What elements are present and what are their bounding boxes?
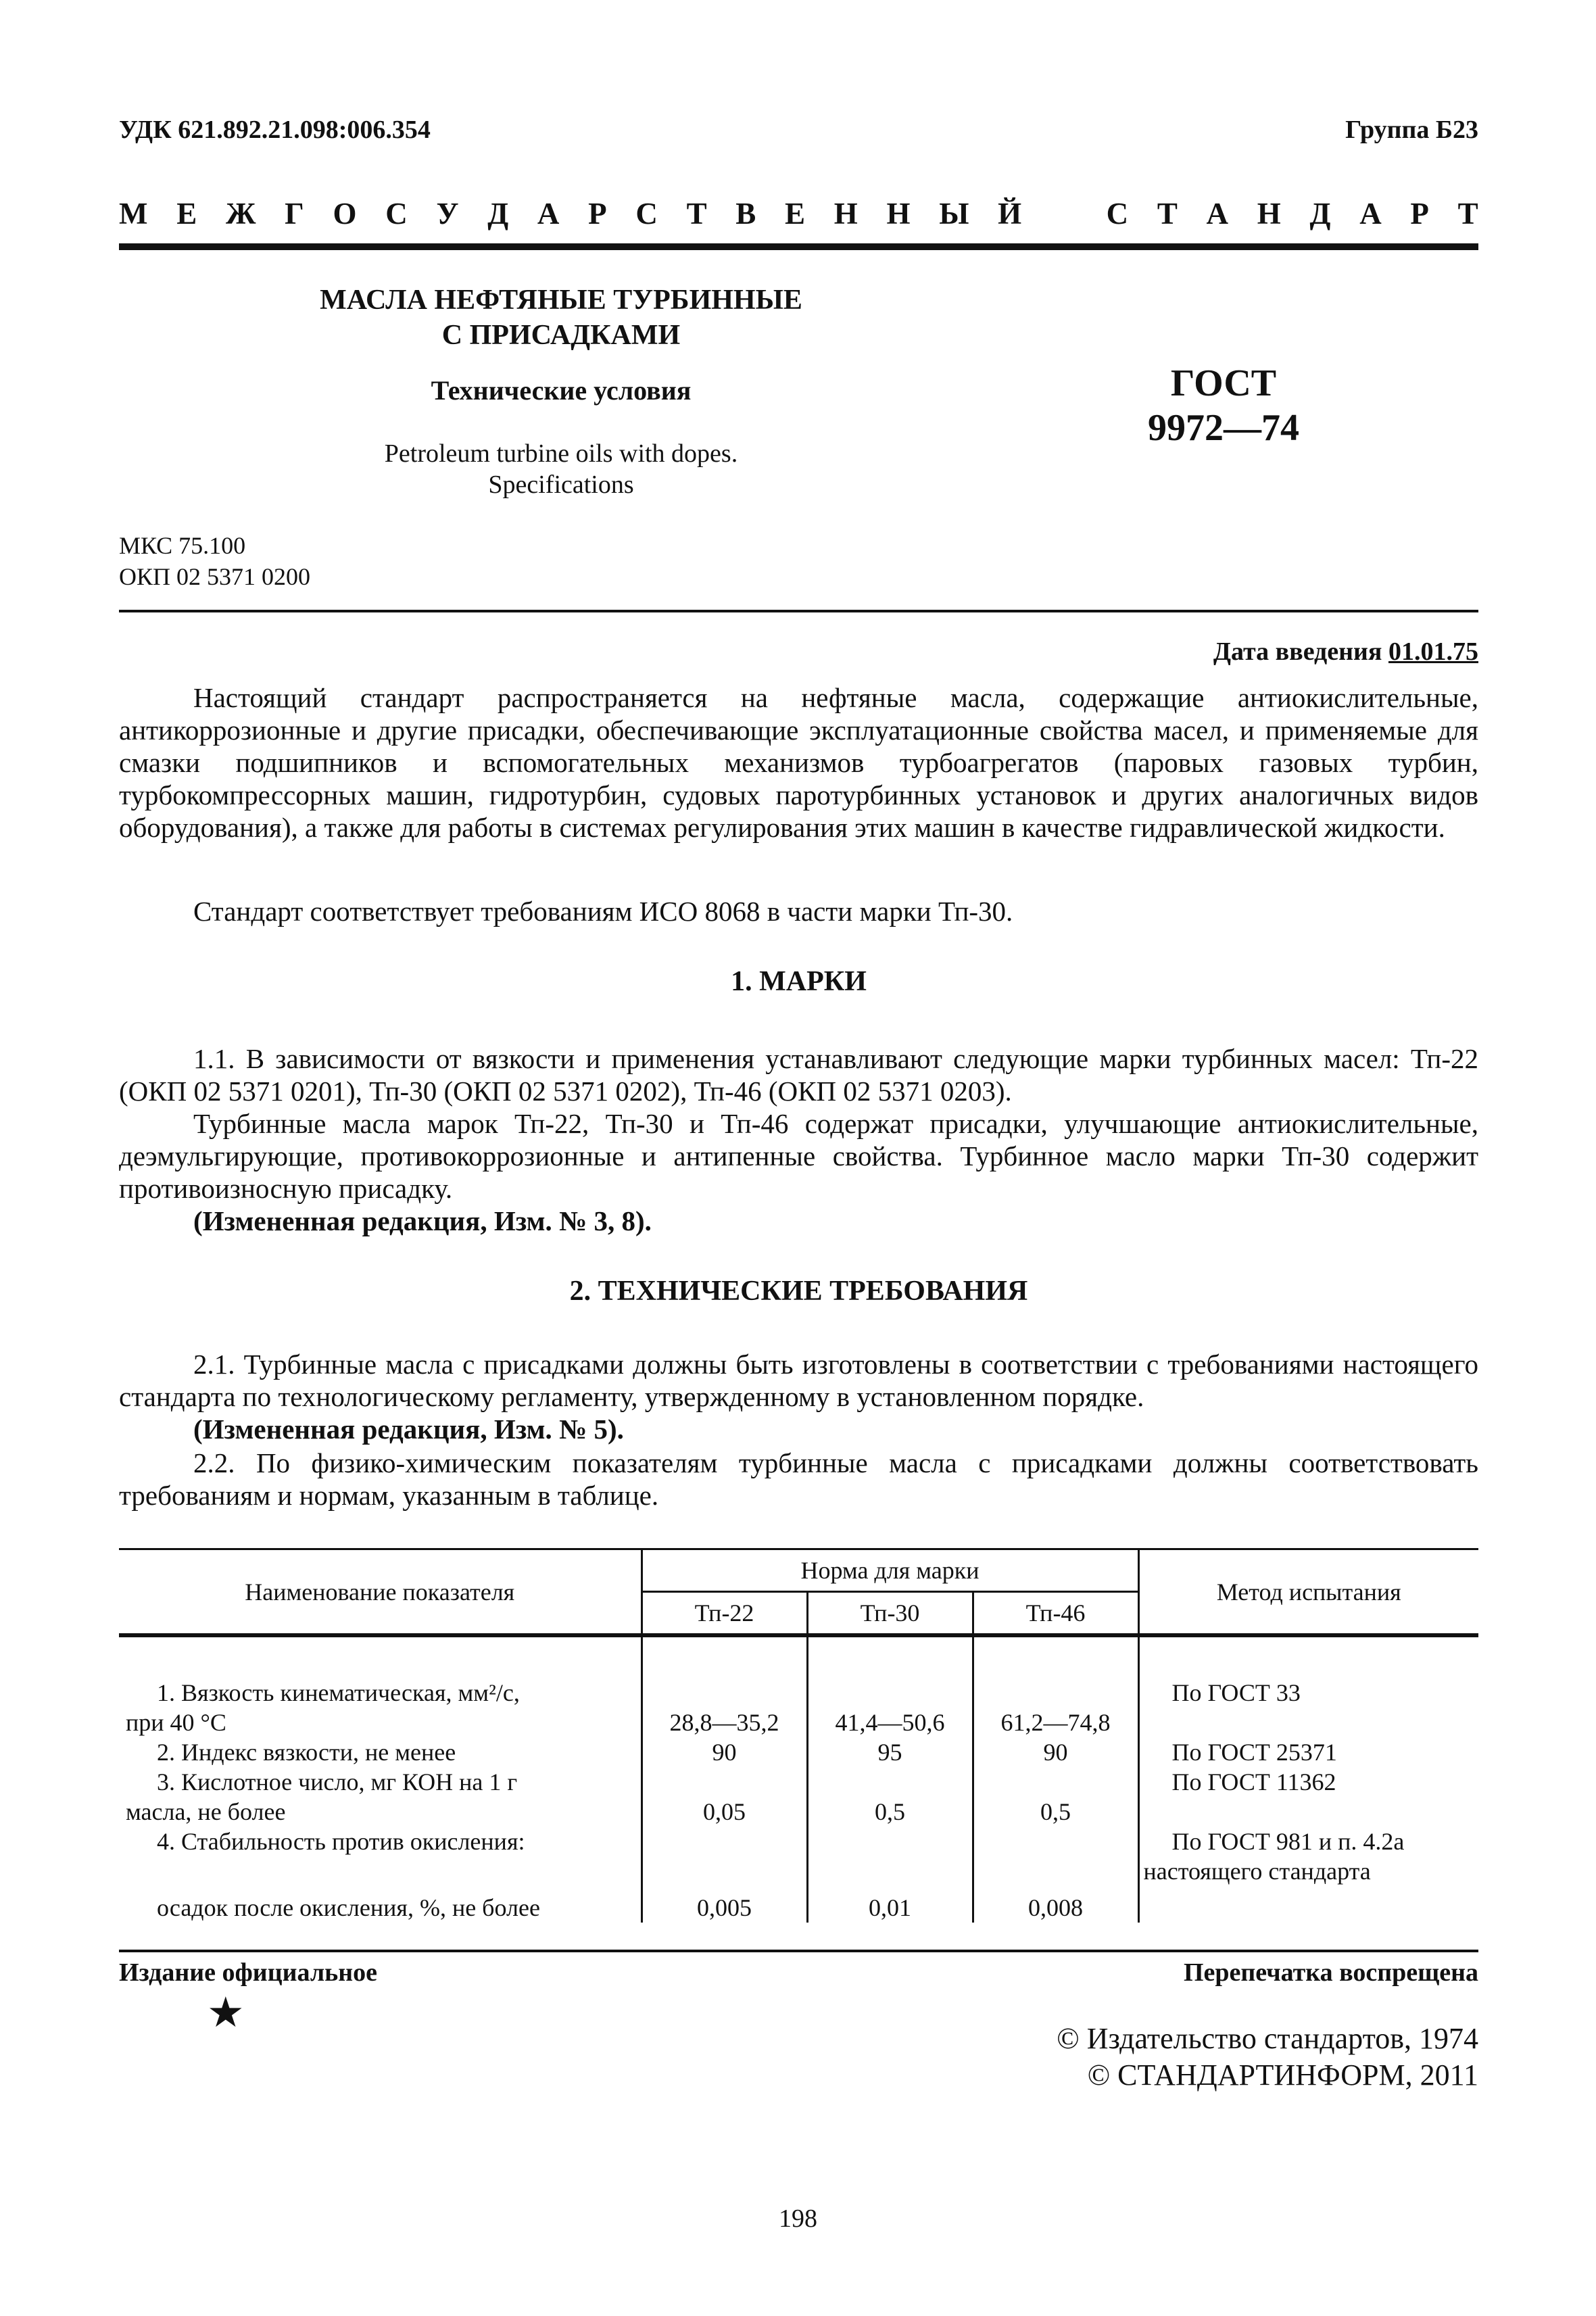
heading-letter: Т [686,197,707,231]
title-line: С ПРИСАДКАМИ [441,320,681,351]
table-row [119,1635,1478,1737]
heading-letter: Е [176,197,197,231]
introduction-date [1213,637,1478,667]
document-title [257,283,865,353]
english-title [257,438,865,500]
official-edition-note: Издание официальное [119,1958,378,1987]
heading-letter: В [735,197,756,231]
value-tp46: 90 [973,1737,1138,1767]
method-cell: По ГОСТ 25371 [1171,1739,1337,1766]
indicator-cell: 2. Индекс вязкости, не менее [119,1737,642,1767]
heading-letter: С [635,197,658,231]
heading-letter: М [119,197,148,231]
intro-paragraph: Настоящий стандарт распространяется на нефтяные масла, содержащие антиокислительные, антикоррозионные и другие присадки, обеспечивающие эксплуатационные свойства масел, и применяемые для смазки подшипников и вспомогательных механизмов турбоагрегатов (паровых газовых турбин, турбокомпрессорных машин, гидротурбин, судовых паротурбинных установок и других аналогичных видов оборудования), а также для работы в системах регулирования этих машин в качестве гидравлической жидкости. [119,682,1478,843]
column-header-tp22: Тп-22 [642,1592,807,1636]
heading-letter: А [537,197,560,231]
iso-paragraph: Стандарт соответствует требованиям ИСО 8068 в части марки Тп-30. [193,896,1013,927]
value-tp22: 0,005 [642,1886,807,1923]
section-heading-1: 1. МАРКИ [731,966,867,997]
paragraph-2-1: 2.1. Турбинные масла с присадками должны быть изготовлены в соответствии с требованиями настоящего стандарта по технологическому регламенту, утвержденному в установленном порядке. [119,1349,1478,1412]
reprint-prohibited-note: Перепечатка воспрещена [1183,1958,1478,1987]
paragraph-1-1-additives: Турбинные масла марок Тп-22, Тп-30 и Тп-46 содержат присадки, улучшающие антиокислительные, деэмульгирующие, противокоррозионные и антипенные свойства. Турбинное масло марки Тп-30 содержит противоизносную присадку. [119,1108,1478,1204]
gost-code: 9972—74 [1148,407,1299,449]
method-cell [1138,1827,1478,1886]
value-tp46: 61,2—74,8 [973,1635,1138,1737]
english-title-line: Specifications [488,471,634,499]
heading-gap [1050,196,1078,231]
heading-letter: Т [1157,197,1178,231]
heading-letter: Г [285,197,304,231]
document-subtitle: Технические условия [431,375,692,406]
value-tp30: 41,4—50,6 [807,1635,973,1737]
gost-label: ГОСТ [1170,362,1277,404]
value-tp22: 28,8—35,2 [642,1635,807,1737]
udk-code: УДК 621.892.21.098:006.354 [119,116,431,144]
interstate-standard-heading [119,196,1478,231]
heading-letter: Р [1410,197,1429,231]
heading-letter: Н [833,197,858,231]
column-header-method: Метод испытания [1138,1549,1478,1636]
copyright-standartinform: © СТАНДАРТИНФОРМ, 2011 [1087,2058,1478,2092]
indicator-name: 1. Вязкость кинематическая, мм²/с, [157,1679,520,1706]
heading-letter: Д [1309,197,1331,231]
heading-letter: Н [1257,197,1281,231]
column-header-norm: Норма для марки [642,1549,1138,1592]
value-tp46: 0,5 [973,1767,1138,1827]
column-header-tp46: Тп-46 [973,1592,1138,1636]
introduction-date-value: 01.01.75 [1388,637,1478,666]
indicator-cell: осадок после окисления, %, не более [119,1886,642,1923]
paragraph-1-1: 1.1. В зависимости от вязкости и применения устанавливают следующие марки турбинных масел: Тп-22 (ОКП 02 5371 0201), Тп-30 (ОКП 02 5371 0202), Тп-46 (ОКП 02 5371 0203). [119,1043,1478,1107]
method-cell: По ГОСТ 11362 [1171,1768,1336,1795]
column-header-indicator: Наименование показателя [119,1549,642,1636]
indicator-cell [119,1635,642,1737]
heading-letter: У [436,197,459,231]
value-tp22: 0,05 [642,1767,807,1827]
table-row [119,1767,1478,1827]
copyright-publisher: © Издательство стандартов, 1974 [1057,2022,1478,2055]
heading-letter: О [333,197,357,231]
heading-letter: С [385,197,408,231]
heading-letter: Т [1457,197,1478,231]
heading-letter: Е [785,197,806,231]
value-tp30: 0,5 [807,1767,973,1827]
table-row [119,1886,1478,1923]
heading-letter: Н [886,197,911,231]
method-cell: По ГОСТ 33 [1171,1679,1301,1706]
method-line: настоящего стандарта [1143,1858,1371,1885]
amendment-note: (Измененная редакция, Изм. № 3, 8). [193,1205,652,1236]
indicator-name: 3. Кислотное число, мг КОН на 1 г [157,1768,518,1795]
header-divider [119,243,1478,250]
table-row [119,1827,1478,1886]
heading-letter: Й [998,197,1022,231]
value-tp46: 0,008 [973,1886,1138,1923]
method-line: По ГОСТ 981 и п. 4.2а [1171,1828,1405,1855]
heading-letter: Р [588,197,607,231]
footer-divider [119,1950,1478,1952]
indicator-cell: 4. Стабильность против окисления: [119,1827,642,1886]
group-code: Группа Б23 [1345,116,1478,144]
heading-letter: Ж [225,197,256,231]
heading-letter: А [1359,197,1382,231]
heading-letter: А [1206,197,1229,231]
heading-letter: Д [487,197,509,231]
value-tp30: 0,01 [807,1886,973,1923]
title-line: МАСЛА НЕФТЯНЫЕ ТУРБИННЫЕ [320,285,802,316]
value-tp30: 95 [807,1737,973,1767]
indicator-name-cont: при 40 °С [126,1709,226,1736]
heading-letter: С [1106,197,1129,231]
value-tp22: 90 [642,1737,807,1767]
indicator-name-cont: масла, не более [126,1798,286,1825]
gost-number [1109,361,1338,450]
section-heading-2: 2. ТЕХНИЧЕСКИЕ ТРЕБОВАНИЯ [569,1276,1028,1307]
mks-code: МКС 75.100 [119,532,246,559]
title-divider [119,610,1478,612]
column-header-tp30: Тп-30 [807,1592,973,1636]
english-title-line: Petroleum turbine oils with dopes. [384,439,738,468]
table-row [119,1737,1478,1767]
okp-code: ОКП 02 5371 0200 [119,563,311,590]
norms-table [119,1548,1478,1923]
heading-letter: Ы [939,197,969,231]
classification-codes [119,530,310,592]
page-number: 198 [779,2204,817,2233]
star-icon: ★ [207,1990,245,2036]
amendment-note: (Измененная редакция, Изм. № 5). [193,1414,624,1445]
indicator-cell [119,1767,642,1827]
introduction-date-label: Дата введения [1213,637,1382,666]
paragraph-2-2: 2.2. По физико-химическим показателям турбинные масла с присадками должны соответствовать требованиям и нормам, указанным в таблице. [119,1447,1478,1511]
